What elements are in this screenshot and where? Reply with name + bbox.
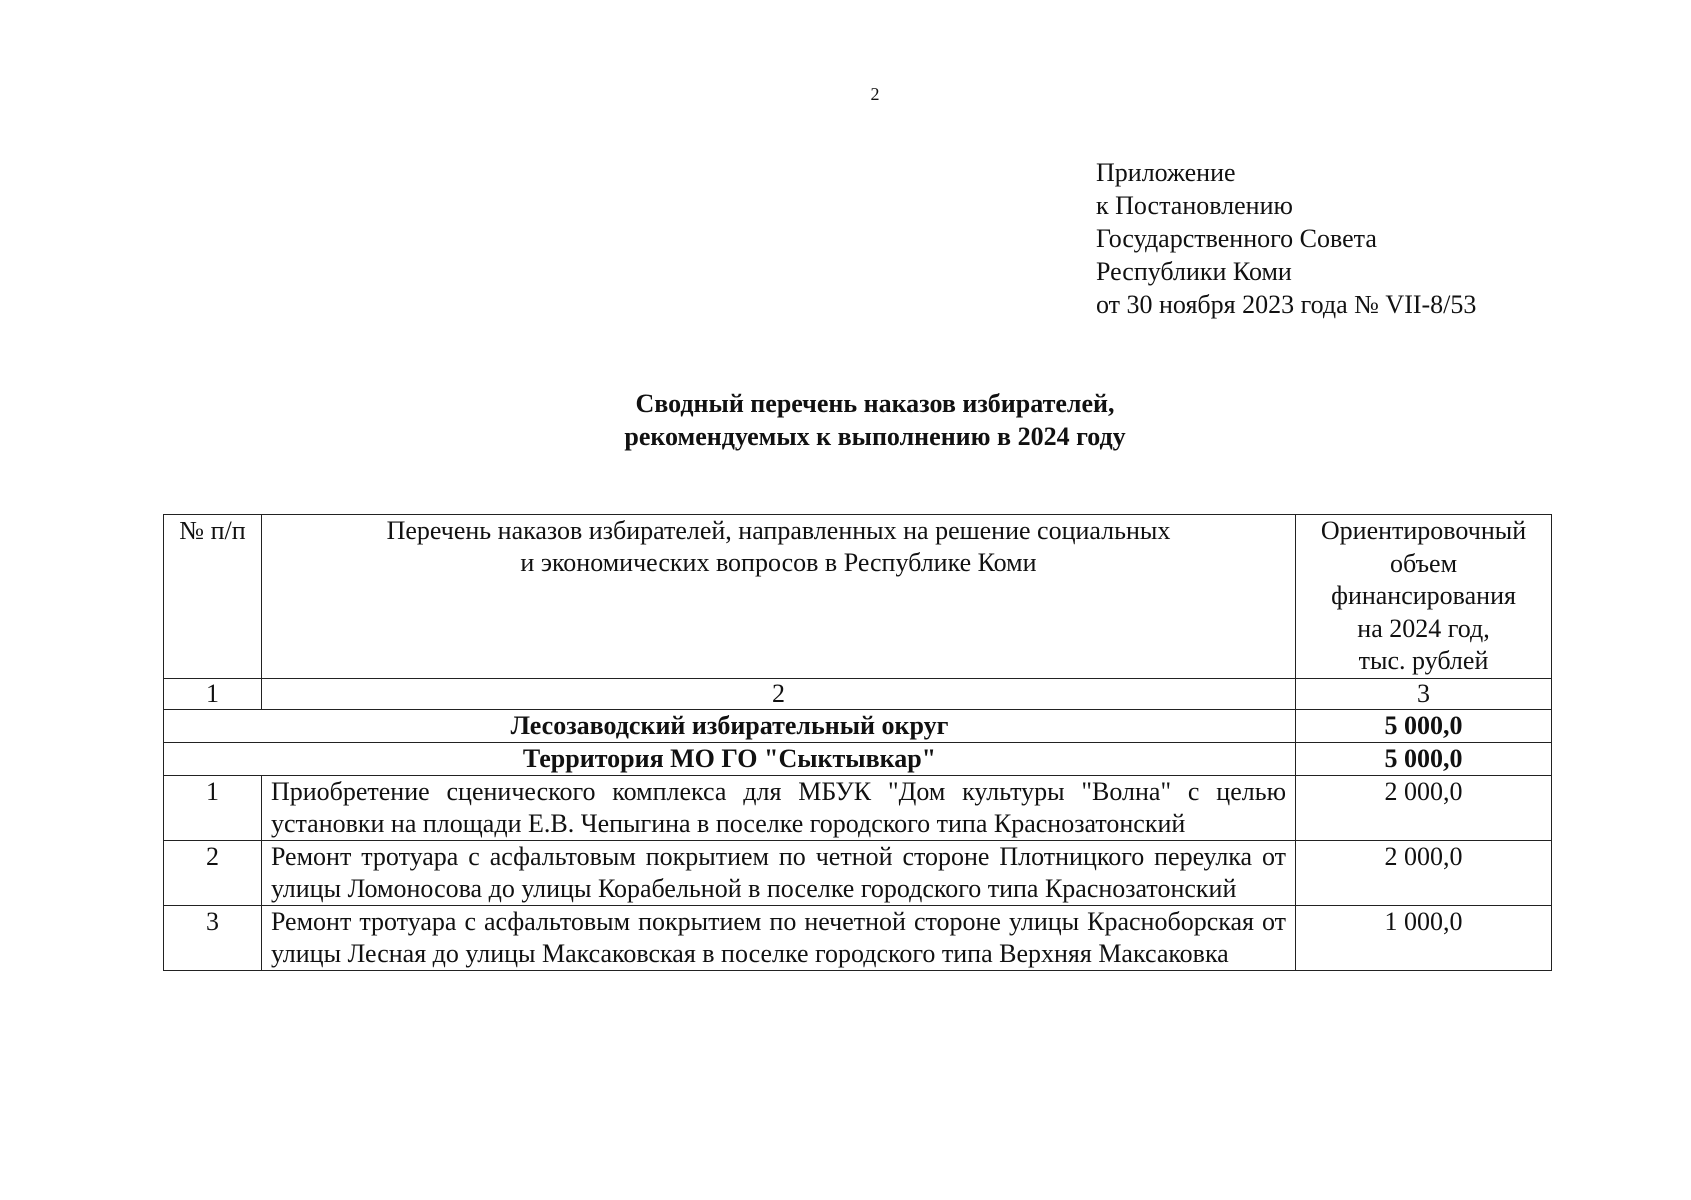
header-amount-line: финансирования [1331, 581, 1516, 610]
table-row [164, 840, 1552, 905]
document-title [0, 387, 1691, 453]
header-number: № п/п [164, 515, 262, 679]
row-amount: 1 000,0 [1296, 905, 1552, 970]
page-number: 2 [870, 84, 880, 104]
section-row-territory [164, 742, 1552, 775]
table-header-row [164, 515, 1552, 679]
header-amount [1296, 515, 1552, 679]
row-number: 3 [164, 905, 262, 970]
row-number: 2 [164, 840, 262, 905]
row-description: Ремонт тротуара с асфальтовым покрытием по четной стороне Плотницкого переулка от улицы Ломоносова до улицы Корабельной в поселке городского типа Краснозатонский [261, 840, 1295, 905]
appendix-line: Республики Коми [1096, 257, 1292, 286]
orders-table [163, 514, 1552, 971]
row-amount: 2 000,0 [1296, 775, 1552, 840]
table-row [164, 775, 1552, 840]
column-index: 1 [164, 678, 262, 709]
header-amount-line: объем [1390, 548, 1458, 578]
appendix-line: к Постановлению [1096, 191, 1293, 220]
column-index-row [164, 678, 1552, 709]
appendix-line: Государственного Совета [1096, 224, 1377, 253]
header-orders-list-line: и экономических вопросов в Республике Коми [520, 548, 1037, 577]
row-number: 1 [164, 775, 262, 840]
appendix-line: от 30 ноября 2023 года № VII-8/53 [1096, 290, 1477, 319]
header-amount-line: тыс. рублей [1358, 646, 1489, 675]
appendix-block [1096, 156, 1476, 321]
section-amount: 5 000,0 [1296, 709, 1552, 742]
header-orders-list-line: Перечень наказов избирателей, направленных на решение социальных [386, 516, 1171, 545]
row-amount: 2 000,0 [1296, 840, 1552, 905]
document-title-line: Сводный перечень наказов избирателей, [635, 389, 1115, 418]
header-orders-list [261, 515, 1295, 679]
section-row-district [164, 709, 1552, 742]
section-amount: 5 000,0 [1296, 742, 1552, 775]
appendix-line: Приложение [1096, 158, 1236, 187]
table-row [164, 905, 1552, 970]
column-index: 3 [1296, 678, 1552, 709]
row-description: Приобретение сценического комплекса для МБУК "Дом культуры "Волна" с целью установки на площади Е.В. Чепыгина в поселке городского типа Краснозатонский [261, 775, 1295, 840]
header-amount-line: на 2024 год, [1357, 613, 1490, 643]
document-title-line: рекомендуемых к выполнению в 2024 году [624, 422, 1126, 451]
section-name: Территория МО ГО "Сыктывкар" [164, 742, 1296, 775]
section-name: Лесозаводский избирательный округ [164, 709, 1296, 742]
row-description: Ремонт тротуара с асфальтовым покрытием по нечетной стороне улицы Красноборская от улицы Лесная до улицы Максаковская в поселке городского типа Верхняя Максаковка [261, 905, 1295, 970]
header-amount-line: Ориентировочный [1320, 516, 1527, 545]
column-index: 2 [261, 678, 1295, 709]
